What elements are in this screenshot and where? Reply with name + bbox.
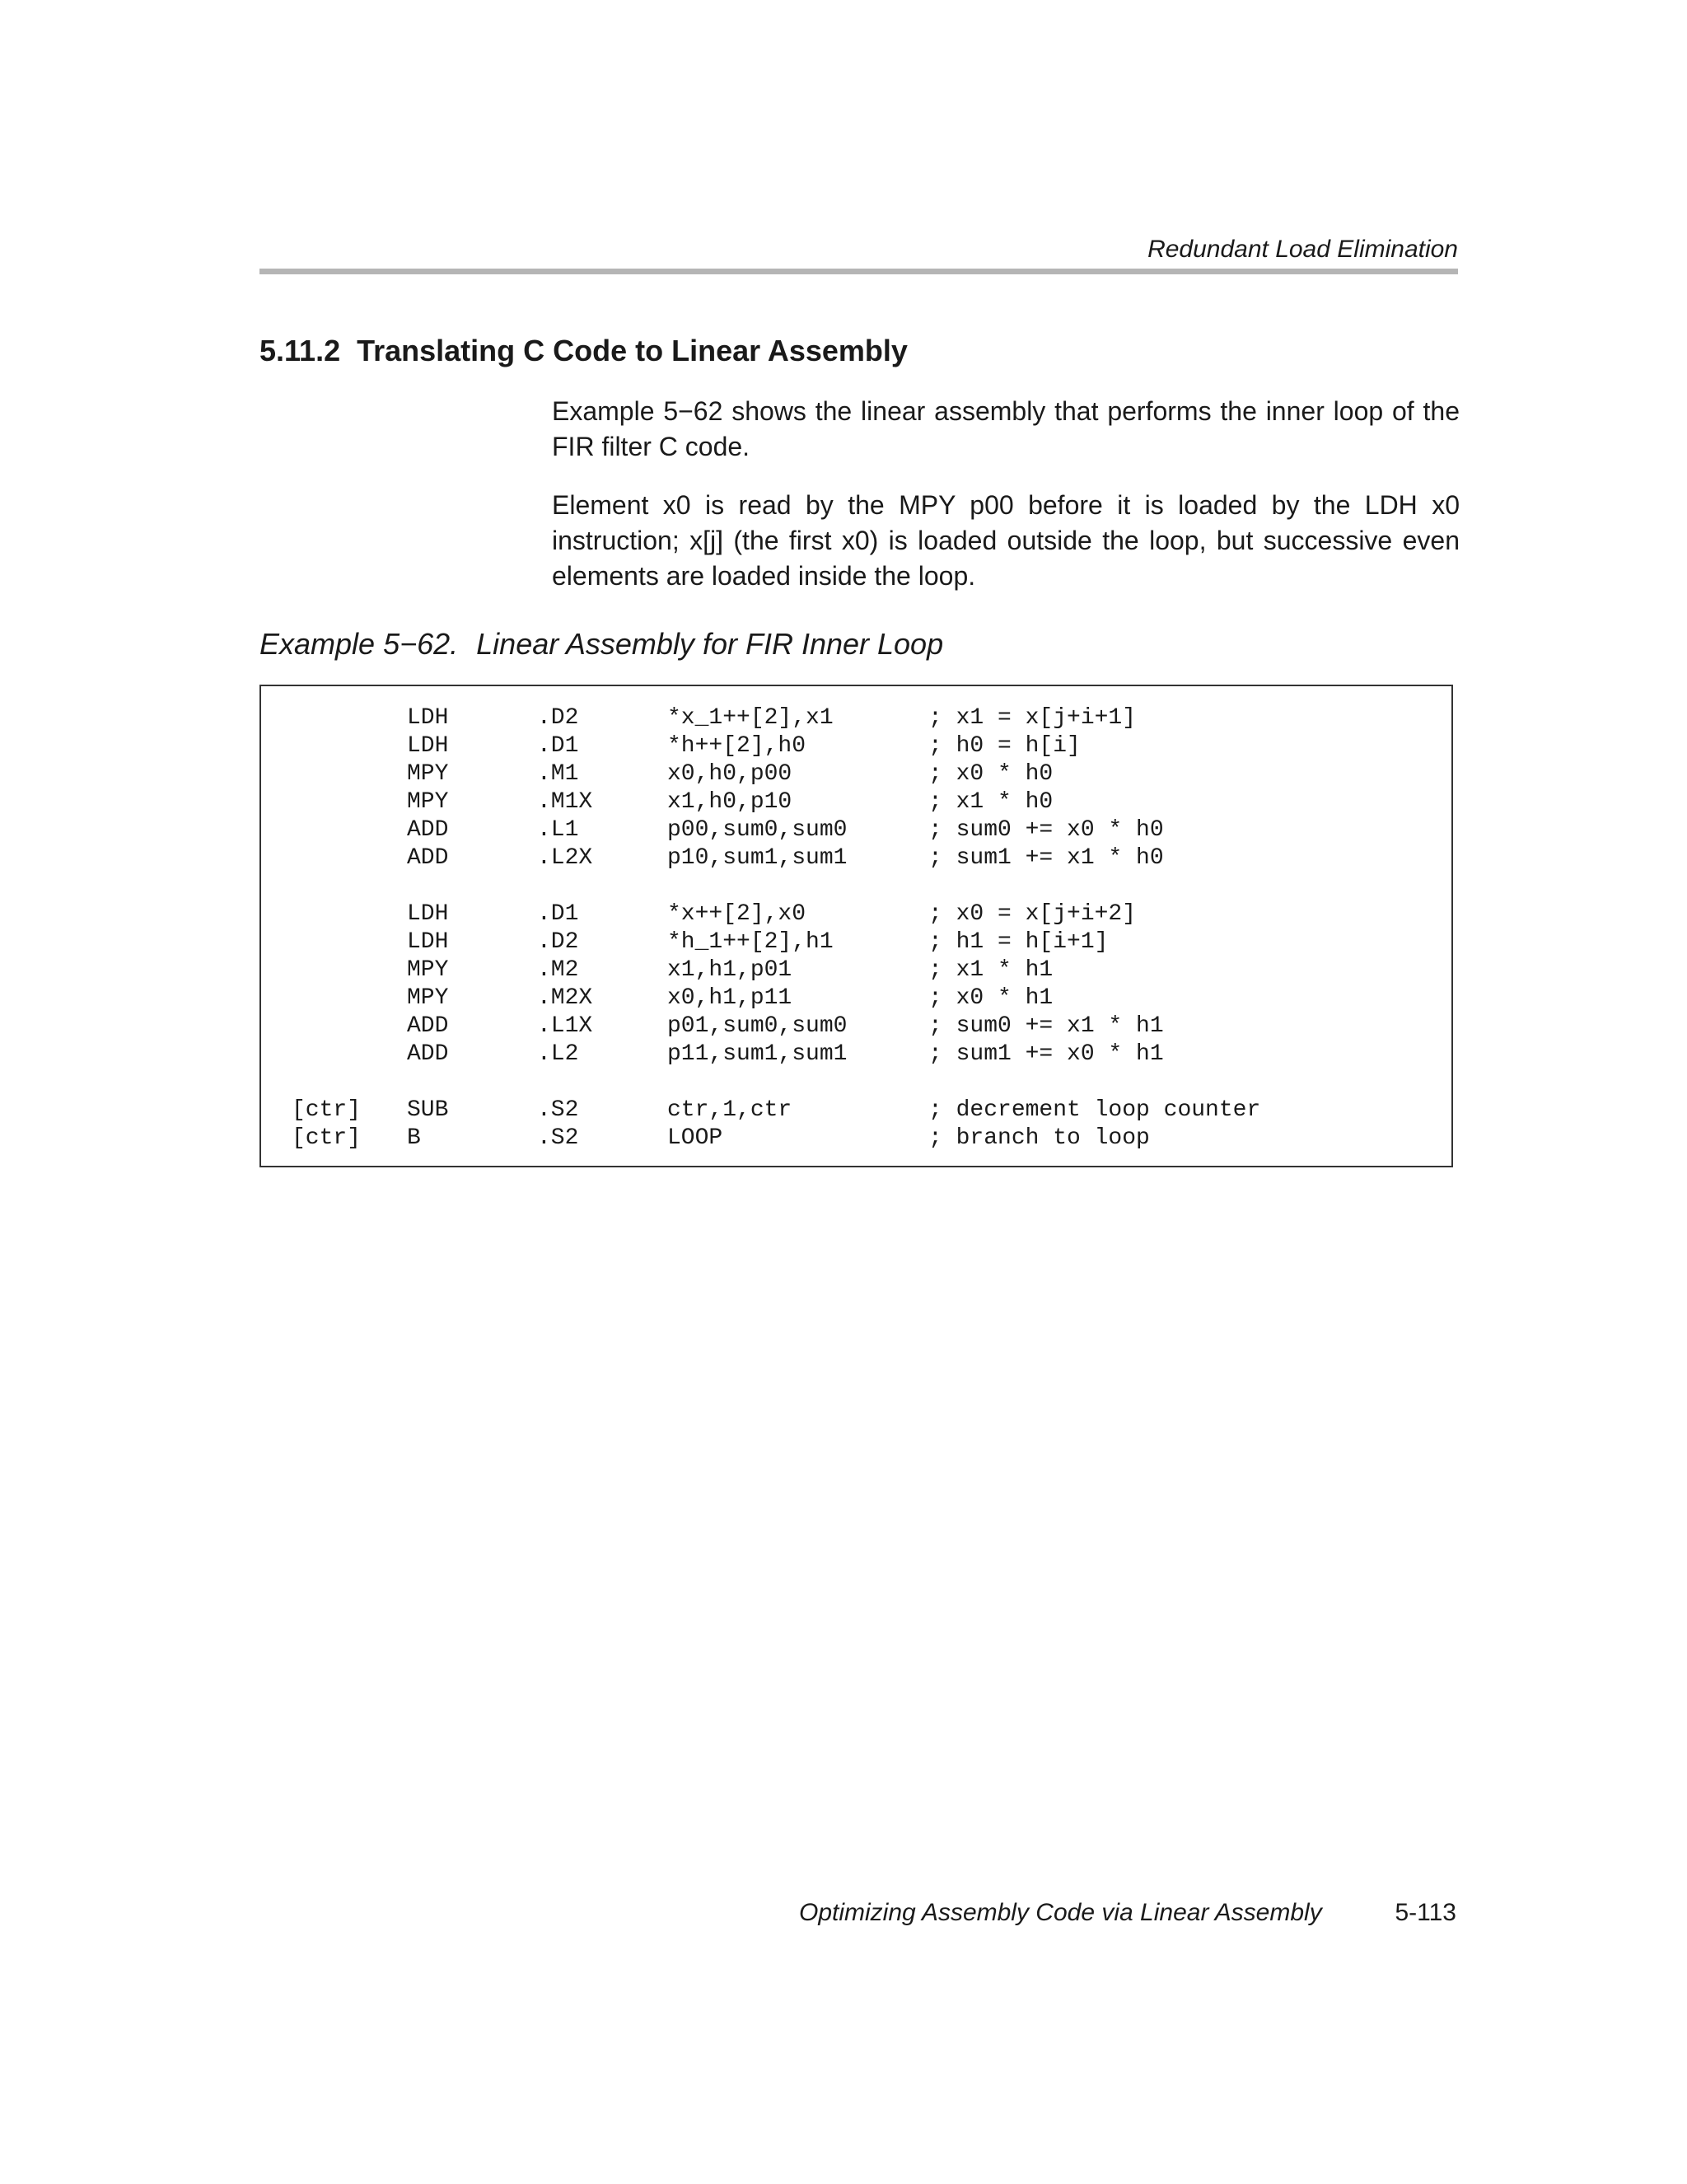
code-line	[261, 732, 1081, 760]
code-unit: .D2	[537, 705, 579, 731]
code-operands: x1,h1,p01	[667, 957, 792, 983]
code-operands: p11,sum1,sum1	[667, 1041, 848, 1067]
code-label: [ctr]	[292, 1097, 362, 1123]
code-opcode: ADD	[407, 845, 449, 871]
code-line	[261, 760, 1054, 788]
code-unit: .L1X	[537, 1013, 593, 1039]
code-line	[261, 1041, 1164, 1069]
code-operands: p10,sum1,sum1	[667, 845, 848, 871]
section-heading	[259, 333, 908, 369]
code-unit: .M1	[537, 761, 579, 787]
code-operands: x0,h0,p00	[667, 761, 792, 787]
code-comment: ; sum0 += x1 * h1	[928, 1013, 1164, 1039]
code-opcode: MPY	[407, 761, 449, 787]
code-line	[261, 788, 1054, 816]
code-label: [ctr]	[292, 1125, 362, 1151]
code-opcode: MPY	[407, 957, 449, 983]
code-comment: ; sum0 += x0 * h0	[928, 817, 1164, 843]
code-line	[261, 928, 1109, 956]
code-opcode: LDH	[407, 929, 449, 955]
code-comment: ; branch to loop	[928, 1125, 1150, 1151]
code-line	[261, 1097, 1261, 1125]
code-comment: ; sum1 += x0 * h1	[928, 1041, 1164, 1067]
example-title: Linear Assembly for FIR Inner Loop	[476, 627, 944, 661]
running-footer: Optimizing Assembly Code via Linear Assembly	[799, 1899, 1322, 1926]
code-operands: p00,sum0,sum0	[667, 817, 848, 843]
code-unit: .M1X	[537, 789, 593, 815]
code-line	[261, 1012, 1164, 1041]
code-unit: .D1	[537, 901, 579, 927]
code-unit: .L2	[537, 1041, 579, 1067]
page-number: 5-113	[1395, 1899, 1456, 1926]
code-line	[261, 900, 1137, 928]
code-comment: ; x0 * h0	[928, 761, 1054, 787]
code-operands: ctr,1,ctr	[667, 1097, 792, 1123]
code-opcode: LDH	[407, 705, 449, 731]
code-line	[261, 844, 1164, 872]
code-line	[261, 704, 1137, 732]
section-number: 5.11.2	[259, 334, 341, 367]
code-operands: *h_1++[2],h1	[667, 929, 834, 955]
body-paragraph: Example 5−62 shows the linear assembly that performs the inner loop of the FIR filter C code.	[552, 396, 1460, 461]
code-comment: ; decrement loop counter	[928, 1097, 1261, 1123]
code-line	[261, 956, 1054, 984]
code-operands: p01,sum0,sum0	[667, 1013, 848, 1039]
code-listing	[259, 685, 1453, 1167]
code-operands: x1,h0,p10	[667, 789, 792, 815]
code-line	[261, 984, 1054, 1012]
code-comment: ; h1 = h[i+1]	[928, 929, 1109, 955]
code-comment: ; h0 = h[i]	[928, 733, 1081, 759]
code-comment: ; x0 * h1	[928, 985, 1054, 1011]
code-operands: *x++[2],x0	[667, 901, 806, 927]
code-comment: ; sum1 += x1 * h0	[928, 845, 1164, 871]
code-unit: .L1	[537, 817, 579, 843]
code-unit: .L2X	[537, 845, 593, 871]
code-opcode: LDH	[407, 733, 449, 759]
example-caption	[259, 626, 943, 662]
code-comment: ; x1 * h1	[928, 957, 1054, 983]
code-unit: .M2	[537, 957, 579, 983]
header-rule	[259, 269, 1458, 274]
code-operands: LOOP	[667, 1125, 723, 1151]
code-unit: .M2X	[537, 985, 593, 1011]
code-opcode: LDH	[407, 901, 449, 927]
code-line	[261, 1125, 1150, 1153]
code-unit: .S2	[537, 1125, 579, 1151]
running-header: Redundant Load Elimination	[1147, 236, 1458, 263]
code-comment: ; x1 = x[j+i+1]	[928, 705, 1137, 731]
code-opcode: MPY	[407, 985, 449, 1011]
section-title: Translating C Code to Linear Assembly	[357, 334, 908, 367]
code-comment: ; x1 * h0	[928, 789, 1054, 815]
example-number: Example 5−62.	[259, 627, 459, 661]
code-opcode: B	[407, 1125, 421, 1151]
code-operands: *x_1++[2],x1	[667, 705, 834, 731]
code-opcode: SUB	[407, 1097, 449, 1123]
code-opcode: ADD	[407, 817, 449, 843]
code-opcode: ADD	[407, 1041, 449, 1067]
code-operands: x0,h1,p11	[667, 985, 792, 1011]
code-operands: *h++[2],h0	[667, 733, 806, 759]
code-comment: ; x0 = x[j+i+2]	[928, 901, 1137, 927]
code-unit: .D1	[537, 733, 579, 759]
code-opcode: ADD	[407, 1013, 449, 1039]
code-line	[261, 816, 1164, 844]
code-unit: .S2	[537, 1097, 579, 1123]
code-unit: .D2	[537, 929, 579, 955]
body-paragraph: Element x0 is read by the MPY p00 before it is loaded by the LDH x0 instruction; x[j] (the first x0) is loaded outside the loop, but successive even elements are loaded inside the loop.	[552, 490, 1460, 591]
code-opcode: MPY	[407, 789, 449, 815]
